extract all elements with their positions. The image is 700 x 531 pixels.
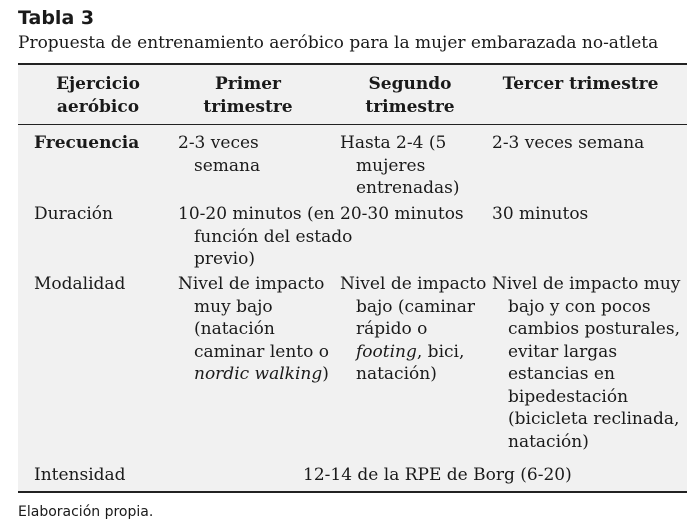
frecuencia-second: Hasta 2-4 (5 mujeres entrenadas)	[340, 133, 460, 198]
modalidad-first: Nivel de impacto muy bajo (natación caminar lento o nordic walking)	[178, 274, 329, 384]
table-title: Tabla 3	[18, 7, 95, 29]
duracion-third: 30 minutos	[492, 204, 589, 224]
modalidad-second: Nivel de impacto bajo (caminar rápido o footing, bici, natación)	[340, 274, 487, 384]
duracion-second: 20-30 minutos	[340, 204, 464, 224]
intensidad-value: 12-14 de la RPE de Borg (6-20)	[303, 465, 572, 485]
row-label-duracion: Duración	[34, 204, 113, 224]
header-exercise: Ejercicio aeróbico	[56, 74, 140, 117]
header-second-trimester: Segundo trimestre	[365, 74, 455, 117]
header-third-trimester: Tercer trimestre	[502, 74, 659, 94]
modalidad-third: Nivel de impacto muy bajo y con pocos cambios posturales, evitar largas estancias en bipedestación (bicicleta reclinada, natación)	[492, 274, 681, 452]
row-label-modalidad: Modalidad	[34, 274, 126, 294]
header-divider	[18, 124, 687, 125]
duracion-first: 10-20 minutos (en función del estado previo)	[178, 204, 353, 269]
row-label-frecuencia: Frecuencia	[34, 133, 140, 153]
frecuencia-first: 2-3 veces semana	[178, 133, 261, 176]
footnote: Elaboración propia.	[18, 504, 154, 520]
header-first-trimester: Primer trimestre	[203, 74, 293, 117]
frecuencia-third: 2-3 veces semana	[492, 133, 645, 153]
row-label-intensidad: Intensidad	[34, 465, 126, 485]
training-table	[18, 63, 687, 493]
table-subtitle: Propuesta de entrenamiento aeróbico para la mujer embarazada no-atleta	[18, 33, 659, 53]
